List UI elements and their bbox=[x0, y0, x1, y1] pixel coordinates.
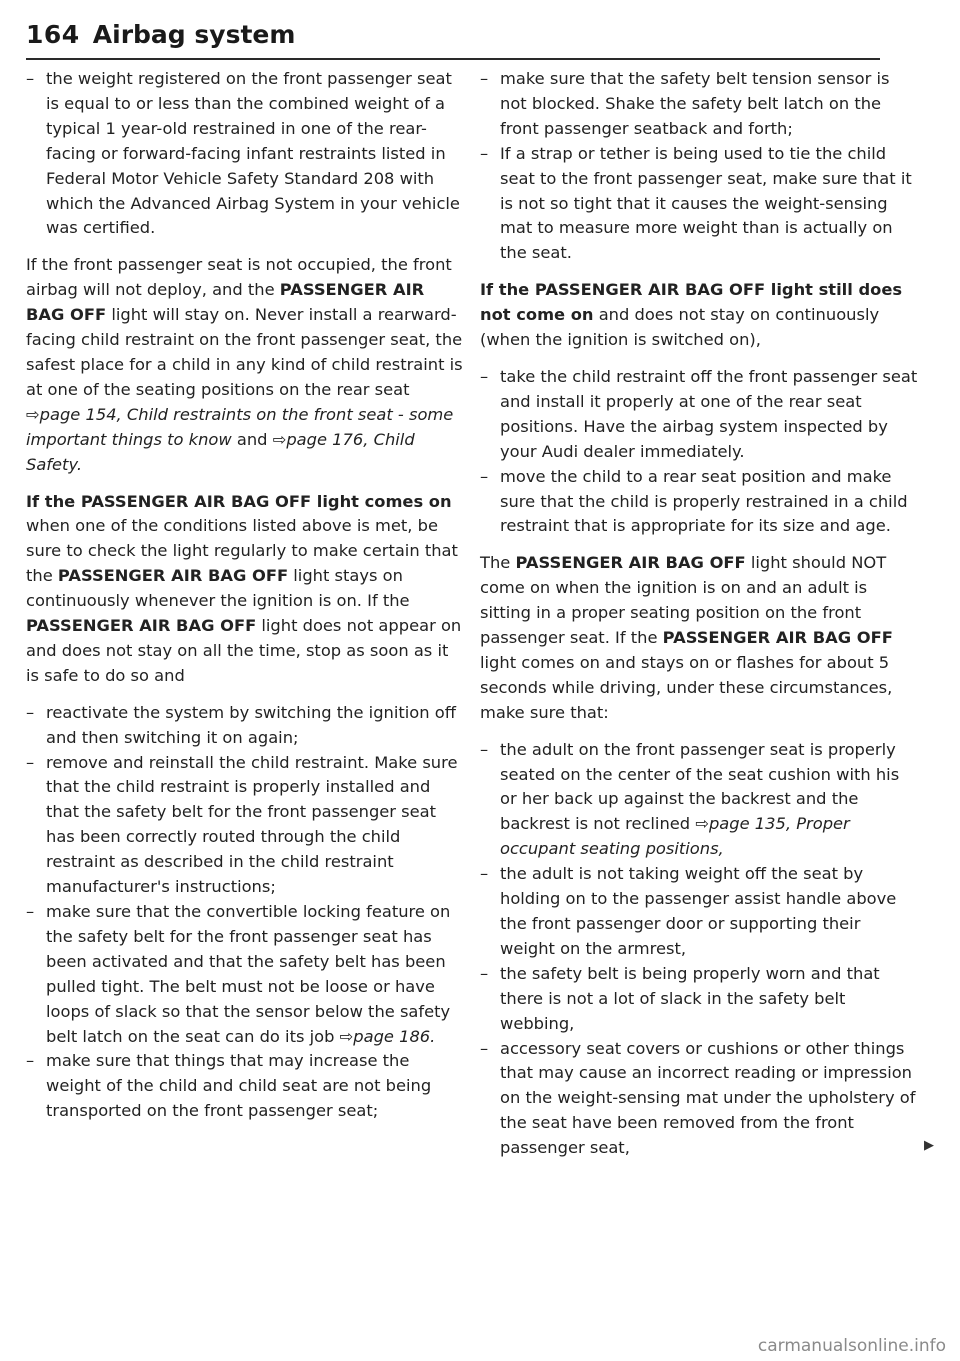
continue-arrow-icon: ▶ bbox=[924, 1138, 934, 1154]
page-reference-link[interactable]: ⇨page 176, Child Safety. bbox=[26, 429, 415, 474]
paragraph: If the PASSENGER AIR BAG OFF light still does not come on and does not stay on continuously (when the ignition is switched on), bbox=[480, 280, 903, 350]
list-item: – make sure that the safety belt tension sensor is not blocked. Shake the safety belt latch on the front passenger seatback and forth; bbox=[480, 67, 918, 142]
paragraph: The PASSENGER AIR BAG OFF light should NOT come on when the ignition is on and an adult is sitting in a proper seating position on the front passenger seat. If the PASSENGER AIR BAG OFF light comes on and stays on or flashes for about 5 seconds while driving, under these circumstances, make sure that: bbox=[480, 553, 893, 722]
list-item: – make sure that the convertible locking feature on the safety belt for the front passenger seat has been activated and that the safety belt has been pulled tight. The belt must not be loose or have loops of slack so that the sensor below the safety belt latch on the seat can do its job ⇨page 186. bbox=[26, 900, 464, 1049]
list-item: – remove and reinstall the child restraint. Make sure that the child restraint is properly installed and that the safety belt for the front passenger seat has been correctly routed through the child restraint as described in the child restraint manufacturer's instructions; bbox=[26, 751, 464, 900]
list-item: – the weight registered on the front passenger seat is equal to or less than the combined weight of a typical 1 year-old restrained in one of the rear-facing or forward-facing infant restraints listed in Federal Motor Vehicle Safety Standard 208 with which the Advanced Airbag System in your vehicle was certified. bbox=[26, 67, 464, 241]
page-header bbox=[26, 20, 880, 49]
list-item: – the safety belt is being properly worn and that there is not a lot of slack in the safety belt webbing, bbox=[480, 962, 918, 1037]
page-number: 164 bbox=[26, 20, 80, 49]
list-item: – take the child restraint off the front passenger seat and install it properly at one of the rear seat positions. Have the airbag system inspected by your Audi dealer immediately. bbox=[480, 365, 918, 465]
paragraph: If the PASSENGER AIR BAG OFF light comes on when one of the conditions listed above is met, be sure to check the light regularly to make certain that the PASSENGER AIR BAG OFF light stays on continuously whenever the ignition is on. If the PASSENGER AIR BAG OFF light does not appear on and does not stay on all the time, stop as soon as it is safe to do so and bbox=[26, 491, 462, 685]
paragraph: If the front passenger seat is not occupied, the front airbag will not deploy, and the PASSENGER AIR BAG OFF light will stay on. Never install a rearward-facing child restraint on the front passenger seat, the safest place for a child in any kind of child restraint is at one of the seating positions on the rear seat ⇨page 154, Child restraints on the front seat - some important things to know and ⇨page 176, Child Safety. bbox=[26, 255, 463, 474]
header-rule bbox=[26, 58, 880, 60]
list-item: – accessory seat covers or cushions or other things that may cause an incorrect reading or impression on the weight-sensing mat under the upholstery of the seat have been removed from the front passenger seat, ▶ bbox=[480, 1037, 918, 1162]
list-item: – the adult on the front passenger seat is properly seated on the center of the seat cushion with his or her back up against the backrest and the backrest is not reclined ⇨page 135, Proper occupant seating positions, bbox=[480, 738, 918, 863]
list-item: – the adult is not taking weight off the seat by holding on to the passenger assist handle above the front passenger door or supporting their weight on the armrest, bbox=[480, 862, 918, 962]
list-item: – make sure that things that may increase the weight of the child and child seat are not being transported on the front passenger seat; bbox=[26, 1049, 464, 1124]
left-column bbox=[26, 67, 464, 1124]
page-reference-link[interactable]: ⇨page 186. bbox=[339, 1026, 436, 1046]
list-item: – If a strap or tether is being used to tie the child seat to the front passenger seat, make sure that it is not so tight that it causes the weight-sensing mat to measure more weight than is actually on the seat. bbox=[480, 142, 918, 267]
section-title: Airbag system bbox=[92, 20, 296, 49]
page-reference-link[interactable]: ⇨page 135, Proper occupant seating positions, bbox=[500, 814, 850, 859]
watermark: carmanualsonline.info bbox=[757, 1336, 946, 1356]
list-item: – reactivate the system by switching the ignition off and then switching it on again; bbox=[26, 701, 464, 751]
right-column bbox=[480, 67, 934, 1161]
list-item: – move the child to a rear seat position and make sure that the child is properly restrained in a child restraint that is appropriate for its size and age. bbox=[480, 465, 918, 540]
page-reference-link[interactable]: ⇨page 154, Child restraints on the front seat - some important things to know bbox=[26, 404, 454, 449]
